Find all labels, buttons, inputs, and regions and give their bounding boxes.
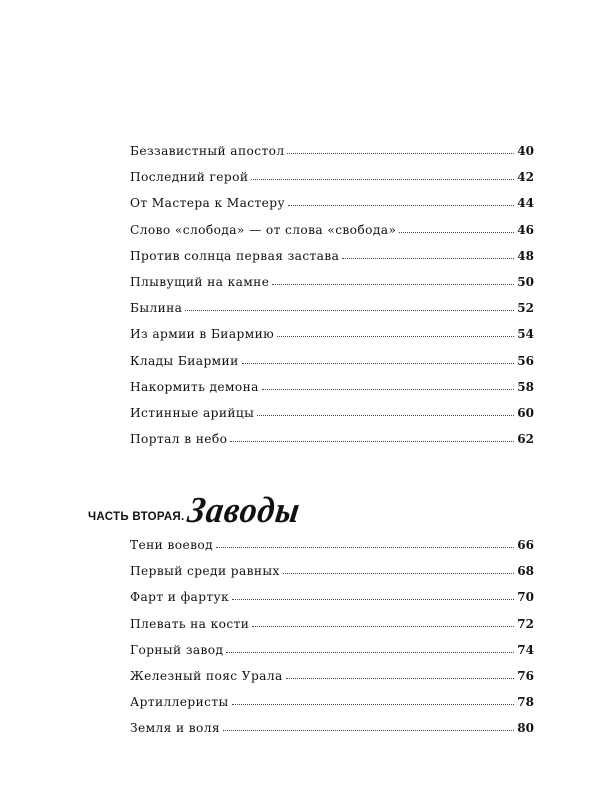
toc-entry-title: Клады Биармии	[130, 353, 239, 368]
toc-entry-title: Портал в небо	[130, 432, 228, 447]
dot-leader	[342, 257, 514, 259]
toc-entry-title: Железный пояс Урала	[130, 668, 283, 683]
toc-entry-page: 56	[517, 353, 534, 368]
toc-entry[interactable]	[130, 217, 534, 243]
toc-entry-page: 46	[517, 222, 534, 237]
dot-leader	[226, 651, 514, 653]
dot-leader	[252, 625, 514, 627]
toc-entry-page: 42	[517, 170, 534, 185]
toc-entry-page: 74	[517, 642, 534, 657]
toc-entry-page: 54	[517, 327, 534, 342]
dot-leader	[251, 178, 514, 180]
toc-entry[interactable]	[130, 269, 534, 295]
toc-entry[interactable]	[130, 611, 534, 637]
toc-entry-title: Беззавистный апостол	[130, 144, 285, 158]
dot-leader	[287, 152, 514, 154]
toc-entry[interactable]	[130, 190, 534, 216]
toc-entry[interactable]	[130, 164, 534, 190]
toc-entry[interactable]	[130, 532, 534, 558]
toc-entry-title: Плевать на кости	[130, 616, 250, 631]
toc-entry-title: Земля и воля	[130, 721, 221, 736]
toc-entry-page: 76	[517, 668, 534, 683]
toc-entry-page: 58	[517, 379, 534, 394]
toc-entry-title: Былина	[130, 301, 183, 316]
toc-entry-page: 48	[517, 248, 534, 263]
toc-section-one	[130, 138, 534, 452]
toc-entry-title: Слово «слобода» — от слова «свобода»	[130, 222, 397, 237]
toc-entry-page: 60	[517, 405, 534, 420]
dot-leader	[399, 231, 514, 233]
part-two-heading	[88, 490, 304, 531]
toc-entry-title: От Мастера к Мастеру	[130, 196, 286, 211]
dot-leader	[277, 335, 514, 337]
dot-leader	[216, 546, 514, 548]
toc-entry-page: 40	[517, 144, 534, 158]
toc-entry-title: Истинные арийцы	[130, 405, 255, 420]
toc-entry-page: 66	[517, 538, 534, 552]
dot-leader	[242, 362, 515, 364]
dot-leader	[232, 598, 514, 600]
toc-entry-page: 44	[517, 196, 534, 211]
toc-entry-page: 72	[517, 616, 534, 631]
dot-leader	[185, 309, 514, 311]
toc-entry-title: Первый среди равных	[130, 564, 280, 579]
dot-leader	[257, 414, 514, 416]
toc-entry[interactable]	[130, 426, 534, 452]
toc-entry-title: Последний герой	[130, 170, 249, 185]
dot-leader	[288, 204, 514, 206]
part-title: Заводы	[185, 490, 304, 531]
toc-entry-title: Фарт и фартук	[130, 590, 230, 605]
dot-leader	[272, 283, 514, 285]
toc-entry[interactable]	[130, 637, 534, 663]
toc-entry[interactable]	[130, 663, 534, 689]
dot-leader	[230, 440, 514, 442]
toc-entry[interactable]	[130, 243, 534, 269]
dot-leader	[223, 729, 514, 731]
toc-entry-page: 50	[517, 274, 534, 289]
dot-leader	[262, 388, 514, 390]
toc-entry[interactable]	[130, 689, 534, 715]
toc-entry-page: 52	[517, 301, 534, 316]
toc-entry-title: Плывущий на камне	[130, 274, 270, 289]
toc-entry-page: 78	[517, 695, 534, 710]
dot-leader	[232, 703, 515, 705]
toc-entry-title: Накормить демона	[130, 379, 259, 394]
dot-leader	[283, 572, 515, 574]
toc-part-two	[130, 532, 534, 742]
toc-entry-title: Горный завод	[130, 642, 224, 657]
dot-leader	[286, 677, 515, 679]
toc-entry-page: 80	[517, 721, 534, 736]
toc-entry[interactable]	[130, 400, 534, 426]
toc-entry-title: Тени воевод	[130, 538, 213, 552]
toc-entry-title: Артиллеристы	[130, 695, 229, 710]
toc-entry-title: Против солнца первая застава	[130, 248, 340, 263]
toc-entry-page: 62	[517, 432, 534, 447]
toc-entry[interactable]	[130, 348, 534, 374]
toc-entry[interactable]	[130, 715, 534, 741]
part-label: ЧАСТЬ ВТОРАЯ.	[88, 511, 185, 523]
toc-entry-title: Из армии в Биармию	[130, 327, 275, 342]
toc-entry[interactable]	[130, 138, 534, 164]
toc-entry-page: 68	[517, 564, 534, 579]
toc-entry[interactable]	[130, 374, 534, 400]
toc-entry[interactable]	[130, 295, 534, 321]
toc-entry[interactable]	[130, 321, 534, 347]
toc-entry[interactable]	[130, 558, 534, 584]
toc-entry-page: 70	[517, 590, 534, 605]
toc-entry[interactable]	[130, 584, 534, 610]
